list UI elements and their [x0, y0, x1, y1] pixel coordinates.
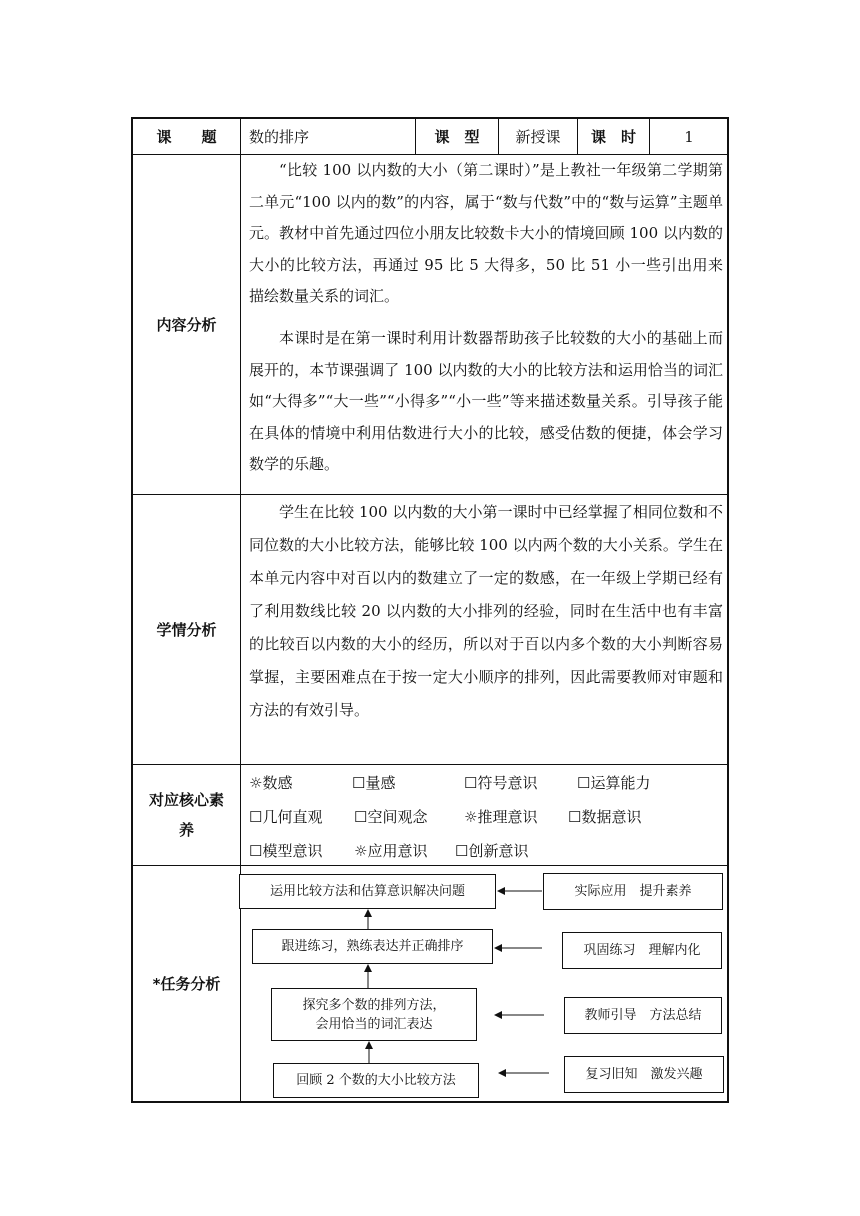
checkbox-icon: ☐	[354, 808, 368, 826]
core-literacy-option-label: 空间观念	[367, 808, 428, 826]
content-analysis-label: 内容分析	[156, 315, 217, 334]
core-literacy-option-label: 数据意识	[581, 808, 642, 826]
task-stage-text: 复习旧知 激发兴趣	[585, 1067, 703, 1082]
task-stage-text: 教师引导 方法总结	[584, 1008, 702, 1023]
student-analysis-label: 学情分析	[156, 620, 217, 639]
flow-arrows	[131, 117, 729, 1103]
content-analysis-paragraph: “比较 100 以内数的大小（第二课时）”是上教社一年级第二学期第二单元“100 以内的数”的内容，属于“数与代数”中的“数与运算”主题单元。教材中首先通过四位小朋友比较数卡大小的情境回顾 100 以内数的大小的比较方法，再通过 95 比 5 大得多，50 比 51 小一些引出用来描绘数量关系的词汇。	[249, 161, 723, 306]
lesson-plan-table	[131, 117, 729, 1103]
core-literacy-option-label: 运算能力	[590, 774, 651, 792]
task-step-text: 运用比较方法和估算意识解决问题	[269, 884, 465, 899]
type-label: 课 型	[434, 127, 480, 146]
type-value: 新授课	[515, 127, 561, 146]
topic-label: 课 题	[156, 127, 217, 146]
core-literacy-option-label: 推理意识	[477, 808, 538, 826]
core-literacy-option-label: 应用意识	[367, 842, 428, 860]
task-analysis-label: *任务分析	[152, 974, 221, 993]
hours-label: 课 时	[590, 127, 636, 146]
checkbox-icon: ☐	[352, 774, 366, 792]
task-step-text: 探究多个数的排列方法，	[302, 997, 446, 1013]
core-literacy-option-label: 数感	[262, 774, 293, 792]
student-analysis-paragraph: 学生在比较 100 以内数的大小第一课时中已经掌握了相同位数和不同位数的大小比较方法，能够比较 100 以内两个数的大小关系。学生在本单元内容中对百以内的数建立了一定的数感，在一年级上学期已经有了利用数线比较 20 以内数的大小排列的经验，同时在生活中也有丰富的比较百以内数的大小的经历，所以对于百以内多个数的大小判断容易掌握，主要困难点在于按一定大小顺序的排列，因此需要教师对审题和方法的有效引导。	[249, 503, 723, 719]
hours-value: 1	[684, 127, 694, 146]
checkbox-icon: ☐	[249, 842, 263, 860]
checkbox-icon: ☐	[464, 774, 478, 792]
core-literacy-label-line: 养	[178, 821, 194, 839]
task-stage-text: 实际应用 提升素养	[574, 884, 692, 899]
task-stage-text: 巩固练习 理解内化	[583, 943, 701, 958]
core-literacy-option-label: 量感	[365, 774, 396, 792]
core-literacy-option-label: 几何直观	[262, 808, 323, 826]
task-step-text: 跟进练习，熟练表达并正确排序	[281, 939, 464, 954]
task-step-text: 回顾 2 个数的大小比较方法	[296, 1073, 456, 1088]
content-analysis-paragraph: 本课时是在第一课时利用计数器帮助孩子比较数的大小的基础上而展开的，本节课强调了 100 以内数的大小的比较方法和运用恰当的词汇如“大得多”“大一些”“小得多”“小一些”等来描述数量关系。引导孩子能在具体的情境中利用估数进行大小的比较，感受估数的便捷，体会学习数学的乐趣。	[249, 329, 723, 474]
core-literacy-option-label: 创新意识	[468, 842, 529, 860]
core-literacy-option-label: 符号意识	[477, 774, 538, 792]
topic-value: 数的排序	[249, 127, 310, 146]
core-literacy-option-label: 模型意识	[262, 842, 323, 860]
sun-mark-icon: ☼	[464, 808, 478, 826]
sun-mark-icon: ☼	[354, 842, 368, 860]
sun-mark-icon: ☼	[249, 774, 263, 792]
checkbox-icon: ☐	[577, 774, 591, 792]
task-step-text: 会用恰当的词汇表达	[315, 1016, 433, 1032]
checkbox-icon: ☐	[568, 808, 582, 826]
core-literacy-label-line: 对应核心素	[148, 791, 224, 809]
checkbox-icon: ☐	[249, 808, 263, 826]
checkbox-icon: ☐	[455, 842, 469, 860]
